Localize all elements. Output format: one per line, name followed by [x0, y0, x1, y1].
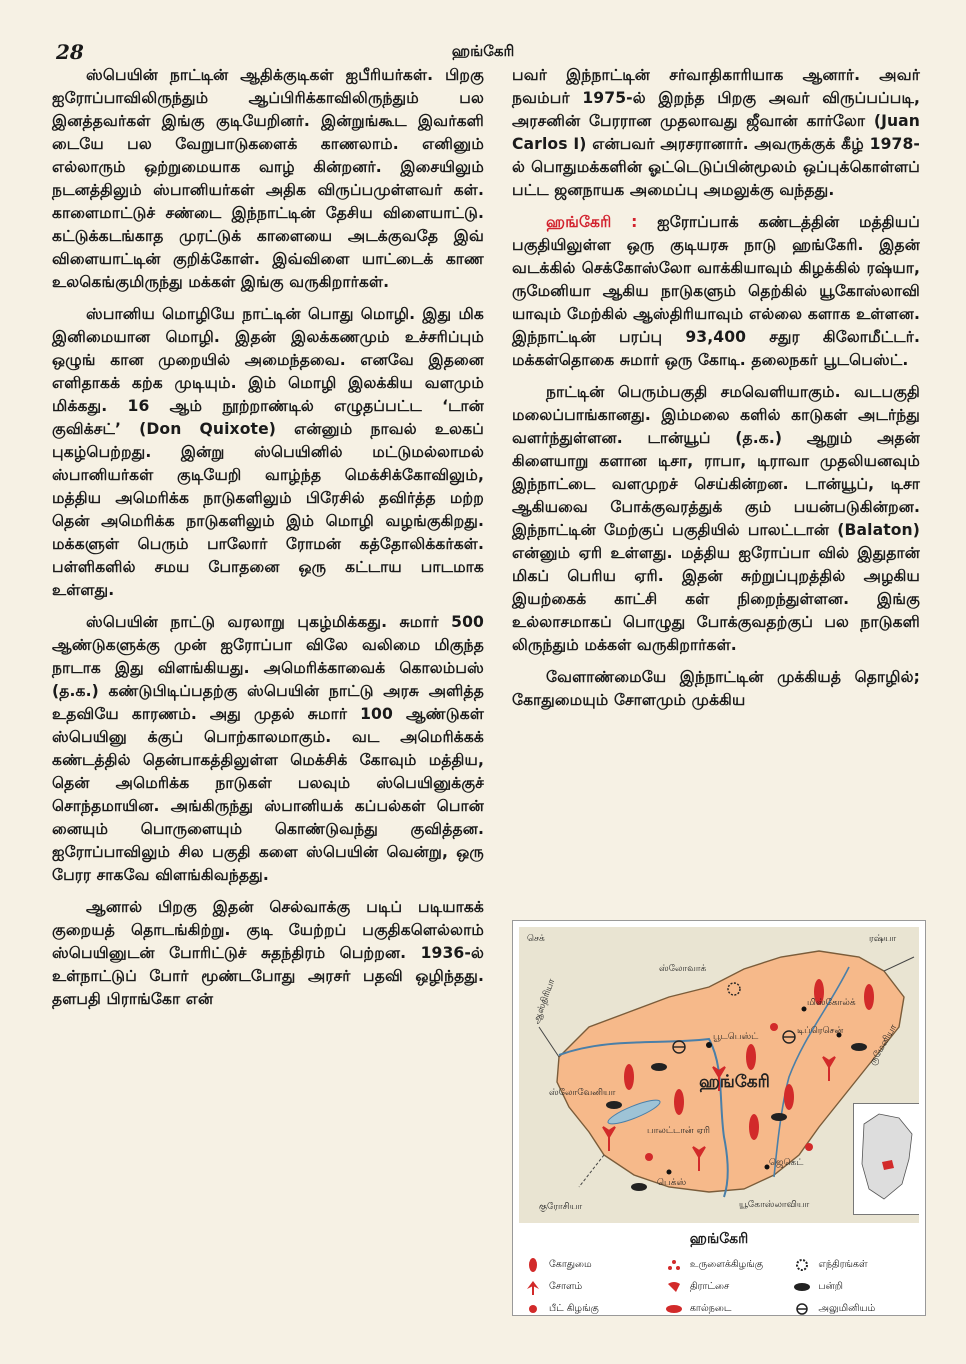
map-label-austria: ஆஸ்திரியா — [531, 977, 558, 1026]
paragraph-history: ஸ்பெயின் நாட்டு வரலாறு புகழ்மிக்கது. சுமார் 500 ஆண்டுகளுக்கு முன் ஐரோப்பா விலே வலிமை மிகுந்த நாடாக இது விளங்கியது. அமெரிக்காவைக் கொலம்பஸ் (த.க.) கண்டுபிடிப்பதற்கு ஸ்பெயின் நாட்டு அரசு அளித்த உதவியே காரணம். அது முதல் சுமார் 100 ஆண்டுகள் ஸ்பெயினு க்குப் பொற்காலமாகும். வட அமெரிக்கக் கண்டத்தில் தென்பாகத்திலுள்ள மெக்சிக் கோவும் மத்திய, தென் அமெரிக்க நாடுகள் பலவும் ஸ்பெயினுக்குச் சொந்தமாயின. அங்கிருந்து ஸ்பானியக் கப்பல்கள் பொன் னையும் பொருளையும் கொண்டுவந்து குவித்தன. ஐரோப்பாவிலும் சில பகுதி களை ஸ்பெயின் வென்று, ஒரு பேரர சாகவே விளங்கிவந்தது. — [52, 613, 484, 884]
hungary-intro-text: ஐரோப்பாக் கண்டத்தின் மத்தியப் பகுதியிலுள்ள ஒரு குடியரசு நாடு ஹங்கேரி. இதன் வடக்கில் செக்கோஸ்லோ வாக்கியாவும் கிழக்கில் ரஷ்யா, ருமேனியா ஆகிய நாடுகளும் தெற்கில் யூகோஸ்லாவி யாவும் மேற்கில் ஆஸ்திரியாவும் எல்லை களாக உள்ளன. இந்நாட்டின் பரப்பு 93,400 சதுர கிலோமீட்டர். மக்கள்தொகை சுமார் ஒரு கோடி. தலைநகர் பூடபெஸ்ட். — [512, 213, 920, 369]
map-label-slovakia: ஸ்லோவாக் — [659, 964, 707, 974]
aluminium-icon — [792, 1301, 812, 1317]
legend-title: ஹங்கேரி — [689, 1231, 749, 1247]
paragraph-franco-continued: பவர் இந்நாட்டின் சர்வாதிகாரியாக ஆனார். அவர் நவம்பர் 1975-ல் இறந்த பிறகு அவர் விருப்பப்படி, அரசனின் பேரரான முதலாவது ஜீவான் கார்லோ (Juan Carlos I) என்பவர் அரசரானார். அவருக்குக் கீழ் 1978-ல் பொதுமக்களின் ஓட்டெடுப்பின்மூலம் ஒப்புக்கொள்ளப் பட்ட ஜனநாயக அமைப்பு அமலுக்கு வந்தது. — [512, 66, 920, 199]
map-label-pecs: பெக்ஸ் — [657, 1178, 687, 1188]
map-label-miskolc: மிஸ்கோல்க் — [807, 998, 856, 1008]
paragraph-hungary-intro — [512, 211, 920, 372]
paragraph-geography: நாட்டின் பெரும்பகுதி சமவெளியாகும். வடபகுதி மலைப்பாங்கானது. இம்மலை களில் காடுகள் அடர்ந்து வளர்ந்துள்ளன. டான்யூப் (த.க.) ஆறும் அதன் கிளையாறு களான டிசா, ராபா, டிராவா முதலியனவும் இந்நாட்டை வளமுறச் செய்கின்றன. டான்யூப், டிசா ஆகியவை போக்குவரத்துக் கும் பயன்படுகின்றன. இந்நாட்டின் மேற்குப் பகுதியில் பாலட்டான் (Balaton) என்னும் ஏரி உள்ளது. மத்திய ஐரோப்பா வில் இதுதான் மிகப் பெரிய ஏரி. இதன் சுற்றுப்புறத்தில் அழகிய இயற்கைக் காட்சி கள் நிறைந்துள்ளன. இங்கு உல்லாசமாகப் பொழுது போக்குவதற்குப் பல நாடுகளி லிருந்தும் மக்கள் வருகிறார்கள். — [512, 383, 920, 654]
legend-item-beet: பீட் கிழங்கு — [523, 1301, 658, 1317]
paragraph-language: ஸ்பானிய மொழியே நாட்டின் பொது மொழி. இது மிக இனிமையான மொழி. இதன் இலக்கணமும் உச்சரிப்பும் ஒழுங் கான முறையில் அமைந்தவை. எனவே இதனை எளிதாகக் கற்க முடியும். இம் மொழி இலக்கிய வளமும் மிக்கது. 16 ஆம் நூற்றாண்டில் எழுதப்பட்ட ‘டான் குவிக்சட்’ (Don Quixote) என்னும் நாவல் உலகப் புகழ்பெற்றது. இன்று ஸ்பெயினில் மட்டுமல்லாமல் ஸ்பானியர்கள் குடியேறி வாழ்ந்த மெக்சிக்கோவிலும், மத்திய அமெரிக்க நாடுகளிலும் பிரேசில் தவிர்த்த மற்ற தென் அமெரிக்க நாடுகளிலும் இம் மொழி வழங்குகிறது. மக்களுள் பெரும் பாலோர் ரோமன் கத்தோலிக்கர்கள். பள்ளிகளில் சமய போதனை ஒரு கட்டாய பாடமாக உள்ளது. — [52, 305, 484, 599]
city-dot — [802, 1007, 807, 1012]
map-legend — [523, 1257, 915, 1317]
grapes-icon — [664, 1279, 684, 1295]
map-label-slovenia: ஸ்லோவேனியா — [549, 1088, 616, 1098]
map-label-country: ஹங்கேரி — [699, 1072, 770, 1092]
legend-item-aluminium: அலுமினியம் — [792, 1301, 915, 1317]
left-column — [52, 64, 484, 1020]
map-label-debrecen: டிப்ரெசென் — [797, 1026, 844, 1036]
map-label-budapest: பூடபெஸ்ட் — [713, 1032, 759, 1042]
legend-item-pig: பன்றி — [792, 1279, 915, 1295]
city-dot — [706, 1042, 712, 1048]
beet-icon — [523, 1301, 543, 1317]
pig-icon — [792, 1279, 812, 1295]
map-label-szeged: ஜெகெட் — [769, 1158, 804, 1168]
map-label-czech: செக் — [527, 934, 545, 944]
gear-icon — [792, 1257, 812, 1273]
paragraph-people: ஸ்பெயின் நாட்டின் ஆதிக்குடிகள் ஐபீரியர்கள். பிறகு ஐரோப்பாவிலிருந்தும் ஆப்பிரிக்காவிலிருந்தும் பல இனத்தவர்கள் இங்கு குடியேறினர். இன்றுங்கூட இவர்களி டையே பல வேறுபாடுகளைக் காணலாம். எனினும் எல்லாரும் ஒற்றுமையாக வாழ் கின்றனர். இசையிலும் நடனத்திலும் ஸ்பானியர்கள் அதிக விருப்பமுள்ளவர் கள். காளைமாட்டுச் சண்டை இந்நாட்டின் தேசிய விளையாட்டு. கட்டுக்கடங்காத முரட்டுக் காளையை அடக்குவதே இவ் விளையாட்டின் குறிக்கோள். இவ்விளை யாட்டைக் காண உலகெங்குமிருந்து மக்கள் இங்கு வருகிறார்கள். — [52, 66, 484, 291]
map-label-croatia: குரோசியா — [539, 1202, 583, 1212]
legend-item-wheat: கோதுமை — [523, 1257, 658, 1273]
border-line — [884, 957, 914, 971]
paragraph-agriculture: வேளாண்மையே இந்நாட்டின் முக்கியத் தொழில்; கோதுமையும் சோளமும் முக்கிய — [512, 668, 920, 709]
legend-item-cattle: கால்நடை — [664, 1301, 787, 1317]
europe-inset-map — [853, 1103, 919, 1215]
cattle-icon — [664, 1301, 684, 1317]
legend-item-corn: சோளம் — [523, 1279, 658, 1295]
border-line — [539, 1027, 559, 1057]
corn-icon — [523, 1279, 543, 1295]
legend-item-machinery: எந்திரங்கள் — [792, 1257, 915, 1273]
legend-item-grapes: திராட்சை — [664, 1279, 787, 1295]
map-label-russia: ரஷ்யா — [869, 934, 897, 944]
potato-icon — [664, 1257, 684, 1273]
entry-heading-hungary: ஹங்கேரி : — [546, 213, 638, 231]
border-line — [579, 1155, 604, 1187]
legend-item-potato: உருளைக்கிழங்கு — [664, 1257, 787, 1273]
europe-inset-svg — [854, 1104, 919, 1214]
hungary-map-figure — [512, 920, 926, 1316]
wheat-icon — [523, 1257, 543, 1273]
running-head: ஹங்கேரி — [451, 42, 515, 60]
page-number: 28 — [56, 40, 84, 64]
map-label-yugoslavia: யூகோஸ்லாவியா — [739, 1200, 810, 1210]
map-area — [519, 927, 919, 1223]
city-dot — [667, 1170, 672, 1175]
right-column — [512, 64, 920, 721]
map-label-romania: ருமேனியா — [867, 1023, 900, 1068]
paragraph-decline: ஆனால் பிறகு இதன் செல்வாக்கு படிப் படியாகக் குறையத் தொடங்கிற்று. குடி யேற்றப் பகுதிகளெல்லாம் ஸ்பெயினுடன் போரிட்டுச் சுதந்திரம் பெற்றன. 1936-ல் உள்நாட்டுப் போர் மூண்டபோது அரசர் பதவி ஒழிந்தது. தளபதி பிராங்கோ என் — [52, 898, 484, 1008]
map-label-balaton: பாலட்டான் ஏரி — [647, 1126, 710, 1136]
